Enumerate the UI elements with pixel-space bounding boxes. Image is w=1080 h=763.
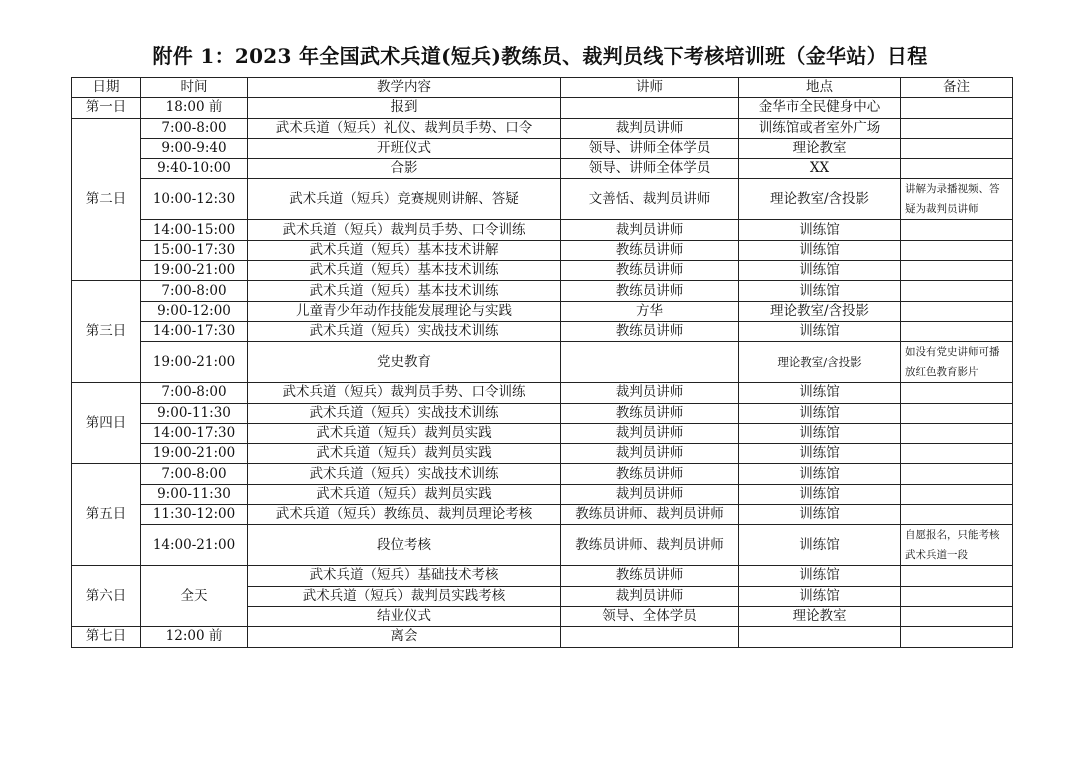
note-cell [901, 444, 1013, 464]
content-cell: 段位考核 [248, 525, 561, 566]
day-label: 第五日 [72, 464, 141, 566]
place-cell: 训练馆 [739, 586, 901, 606]
schedule-row [72, 220, 1013, 240]
time-cell: 7:00-8:00 [141, 281, 248, 301]
time-cell: 14:00-21:00 [141, 525, 248, 566]
content-cell: 武术兵道（短兵）裁判员实践考核 [248, 586, 561, 606]
time-cell: 14:00-17:30 [141, 321, 248, 341]
place-cell: 训练馆 [739, 220, 901, 240]
time-cell: 全天 [141, 566, 248, 627]
time-cell: 12:00 前 [141, 627, 248, 647]
note-cell [901, 464, 1013, 484]
schedule-row [72, 627, 1013, 647]
teacher-cell: 教练员讲师、裁判员讲师 [561, 505, 739, 525]
place-cell: 理论教室/含投影 [739, 179, 901, 220]
schedule-row [72, 484, 1013, 504]
schedule-row [72, 159, 1013, 179]
content-cell: 武术兵道（短兵）实战技术训练 [248, 464, 561, 484]
note-cell [901, 606, 1013, 626]
schedule-row [72, 403, 1013, 423]
note-cell [901, 423, 1013, 443]
place-cell: 训练馆 [739, 383, 901, 403]
place-cell: 训练馆 [739, 261, 901, 281]
time-cell: 9:00-11:30 [141, 484, 248, 504]
teacher-cell: 裁判员讲师 [561, 220, 739, 240]
place-cell [739, 627, 901, 647]
place-cell: 训练馆 [739, 281, 901, 301]
content-cell: 武术兵道（短兵）教练员、裁判员理论考核 [248, 505, 561, 525]
teacher-cell: 裁判员讲师 [561, 444, 739, 464]
content-cell: 结业仪式 [248, 606, 561, 626]
time-cell: 14:00-17:30 [141, 423, 248, 443]
note-cell [901, 159, 1013, 179]
teacher-cell: 文善恬、裁判员讲师 [561, 179, 739, 220]
note-cell [901, 586, 1013, 606]
teacher-cell: 教练员讲师 [561, 281, 739, 301]
place-cell: 理论教室/含投影 [739, 342, 901, 383]
teacher-cell: 教练员讲师、裁判员讲师 [561, 525, 739, 566]
schedule-row [72, 240, 1013, 260]
place-cell: 理论教室 [739, 606, 901, 626]
teacher-cell: 领导、讲师全体学员 [561, 138, 739, 158]
teacher-cell [561, 342, 739, 383]
teacher-cell: 教练员讲师 [561, 566, 739, 586]
note-cell [901, 98, 1013, 118]
teacher-cell: 裁判员讲师 [561, 118, 739, 138]
header-content: 教学内容 [248, 78, 561, 98]
time-cell: 19:00-21:00 [141, 444, 248, 464]
time-cell: 14:00-15:00 [141, 220, 248, 240]
content-cell: 武术兵道（短兵）基础技术考核 [248, 566, 561, 586]
place-cell: 训练馆 [739, 566, 901, 586]
schedule-row [72, 301, 1013, 321]
place-cell: XX [739, 159, 901, 179]
schedule-row [72, 179, 1013, 220]
day-label: 第二日 [72, 118, 141, 281]
time-cell: 9:00-9:40 [141, 138, 248, 158]
teacher-cell: 教练员讲师 [561, 464, 739, 484]
note-cell [901, 261, 1013, 281]
note-cell [901, 403, 1013, 423]
note-cell [901, 484, 1013, 504]
place-cell: 金华市全民健身中心 [739, 98, 901, 118]
note-cell: 如没有党史讲师可播放红色教育影片 [901, 342, 1013, 383]
content-cell: 儿童青少年动作技能发展理论与实践 [248, 301, 561, 321]
content-cell: 武术兵道（短兵）礼仪、裁判员手势、口令 [248, 118, 561, 138]
content-cell: 党史教育 [248, 342, 561, 383]
time-cell: 18:00 前 [141, 98, 248, 118]
content-cell: 武术兵道（短兵）实战技术训练 [248, 403, 561, 423]
time-cell: 7:00-8:00 [141, 118, 248, 138]
place-cell: 训练馆 [739, 240, 901, 260]
teacher-cell: 教练员讲师 [561, 321, 739, 341]
content-cell: 武术兵道（短兵）裁判员实践 [248, 484, 561, 504]
note-cell [901, 220, 1013, 240]
time-cell: 19:00-21:00 [141, 342, 248, 383]
note-cell [901, 301, 1013, 321]
note-cell [901, 321, 1013, 341]
schedule-table [71, 77, 1013, 648]
schedule-row [72, 444, 1013, 464]
content-cell: 离会 [248, 627, 561, 647]
schedule-row [72, 525, 1013, 566]
teacher-cell: 教练员讲师 [561, 240, 739, 260]
teacher-cell: 裁判员讲师 [561, 423, 739, 443]
header-place: 地点 [739, 78, 901, 98]
header-time: 时间 [141, 78, 248, 98]
header-teacher: 讲师 [561, 78, 739, 98]
content-cell: 武术兵道（短兵）裁判员实践 [248, 444, 561, 464]
schedule-row [72, 566, 1013, 586]
teacher-cell [561, 627, 739, 647]
time-cell: 9:00-11:30 [141, 403, 248, 423]
teacher-cell: 教练员讲师 [561, 261, 739, 281]
place-cell: 理论教室 [739, 138, 901, 158]
schedule-row [72, 321, 1013, 341]
place-cell: 训练馆或者室外广场 [739, 118, 901, 138]
header-note: 备注 [901, 78, 1013, 98]
content-cell: 报到 [248, 98, 561, 118]
place-cell: 训练馆 [739, 525, 901, 566]
schedule-row [72, 98, 1013, 118]
teacher-cell: 领导、全体学员 [561, 606, 739, 626]
content-cell: 武术兵道（短兵）基本技术训练 [248, 261, 561, 281]
content-cell: 武术兵道（短兵）基本技术讲解 [248, 240, 561, 260]
note-cell: 讲解为录播视频、答疑为裁判员讲师 [901, 179, 1013, 220]
note-cell [901, 138, 1013, 158]
day-label: 第一日 [72, 98, 141, 118]
content-cell: 武术兵道（短兵）裁判员手势、口令训练 [248, 220, 561, 240]
teacher-cell: 裁判员讲师 [561, 484, 739, 504]
place-cell: 训练馆 [739, 321, 901, 341]
content-cell: 武术兵道（短兵）裁判员实践 [248, 423, 561, 443]
place-cell: 训练馆 [739, 423, 901, 443]
place-cell: 理论教室/含投影 [739, 301, 901, 321]
header-date: 日期 [72, 78, 141, 98]
place-cell: 训练馆 [739, 403, 901, 423]
teacher-cell: 教练员讲师 [561, 403, 739, 423]
note-cell [901, 240, 1013, 260]
note-cell [901, 505, 1013, 525]
content-cell: 武术兵道（短兵）竞赛规则讲解、答疑 [248, 179, 561, 220]
content-cell: 武术兵道（短兵）基本技术训练 [248, 281, 561, 301]
note-cell [901, 566, 1013, 586]
place-cell: 训练馆 [739, 444, 901, 464]
note-cell [901, 627, 1013, 647]
note-cell: 自愿报名，只能考核武术兵道一段 [901, 525, 1013, 566]
note-cell [901, 383, 1013, 403]
schedule-row [72, 342, 1013, 383]
place-cell: 训练馆 [739, 505, 901, 525]
time-cell: 7:00-8:00 [141, 383, 248, 403]
schedule-row [72, 383, 1013, 403]
schedule-row [72, 505, 1013, 525]
header-row [72, 78, 1013, 98]
day-label: 第四日 [72, 383, 141, 464]
teacher-cell: 方华 [561, 301, 739, 321]
note-cell [901, 281, 1013, 301]
place-cell: 训练馆 [739, 464, 901, 484]
time-cell: 19:00-21:00 [141, 261, 248, 281]
day-label: 第六日 [72, 566, 141, 627]
time-cell: 15:00-17:30 [141, 240, 248, 260]
teacher-cell: 裁判员讲师 [561, 586, 739, 606]
content-cell: 开班仪式 [248, 138, 561, 158]
schedule-row [72, 281, 1013, 301]
teacher-cell: 领导、讲师全体学员 [561, 159, 739, 179]
content-cell: 武术兵道（短兵）实战技术训练 [248, 321, 561, 341]
content-cell: 武术兵道（短兵）裁判员手势、口令训练 [248, 383, 561, 403]
schedule-row [72, 118, 1013, 138]
teacher-cell: 裁判员讲师 [561, 383, 739, 403]
day-label: 第七日 [72, 627, 141, 647]
schedule-row [72, 423, 1013, 443]
time-cell: 9:00-12:00 [141, 301, 248, 321]
time-cell: 9:40-10:00 [141, 159, 248, 179]
time-cell: 7:00-8:00 [141, 464, 248, 484]
schedule-row [72, 138, 1013, 158]
time-cell: 10:00-12:30 [141, 179, 248, 220]
content-cell: 合影 [248, 159, 561, 179]
day-label: 第三日 [72, 281, 141, 383]
time-cell: 11:30-12:00 [141, 505, 248, 525]
place-cell: 训练馆 [739, 484, 901, 504]
schedule-body [72, 78, 1013, 648]
teacher-cell [561, 98, 739, 118]
schedule-row [72, 261, 1013, 281]
document-title: 附件 1：2023 年全国武术兵道(短兵)教练员、裁判员线下考核培训班（金华站）日程 [152, 44, 928, 68]
note-cell [901, 118, 1013, 138]
schedule-row [72, 464, 1013, 484]
